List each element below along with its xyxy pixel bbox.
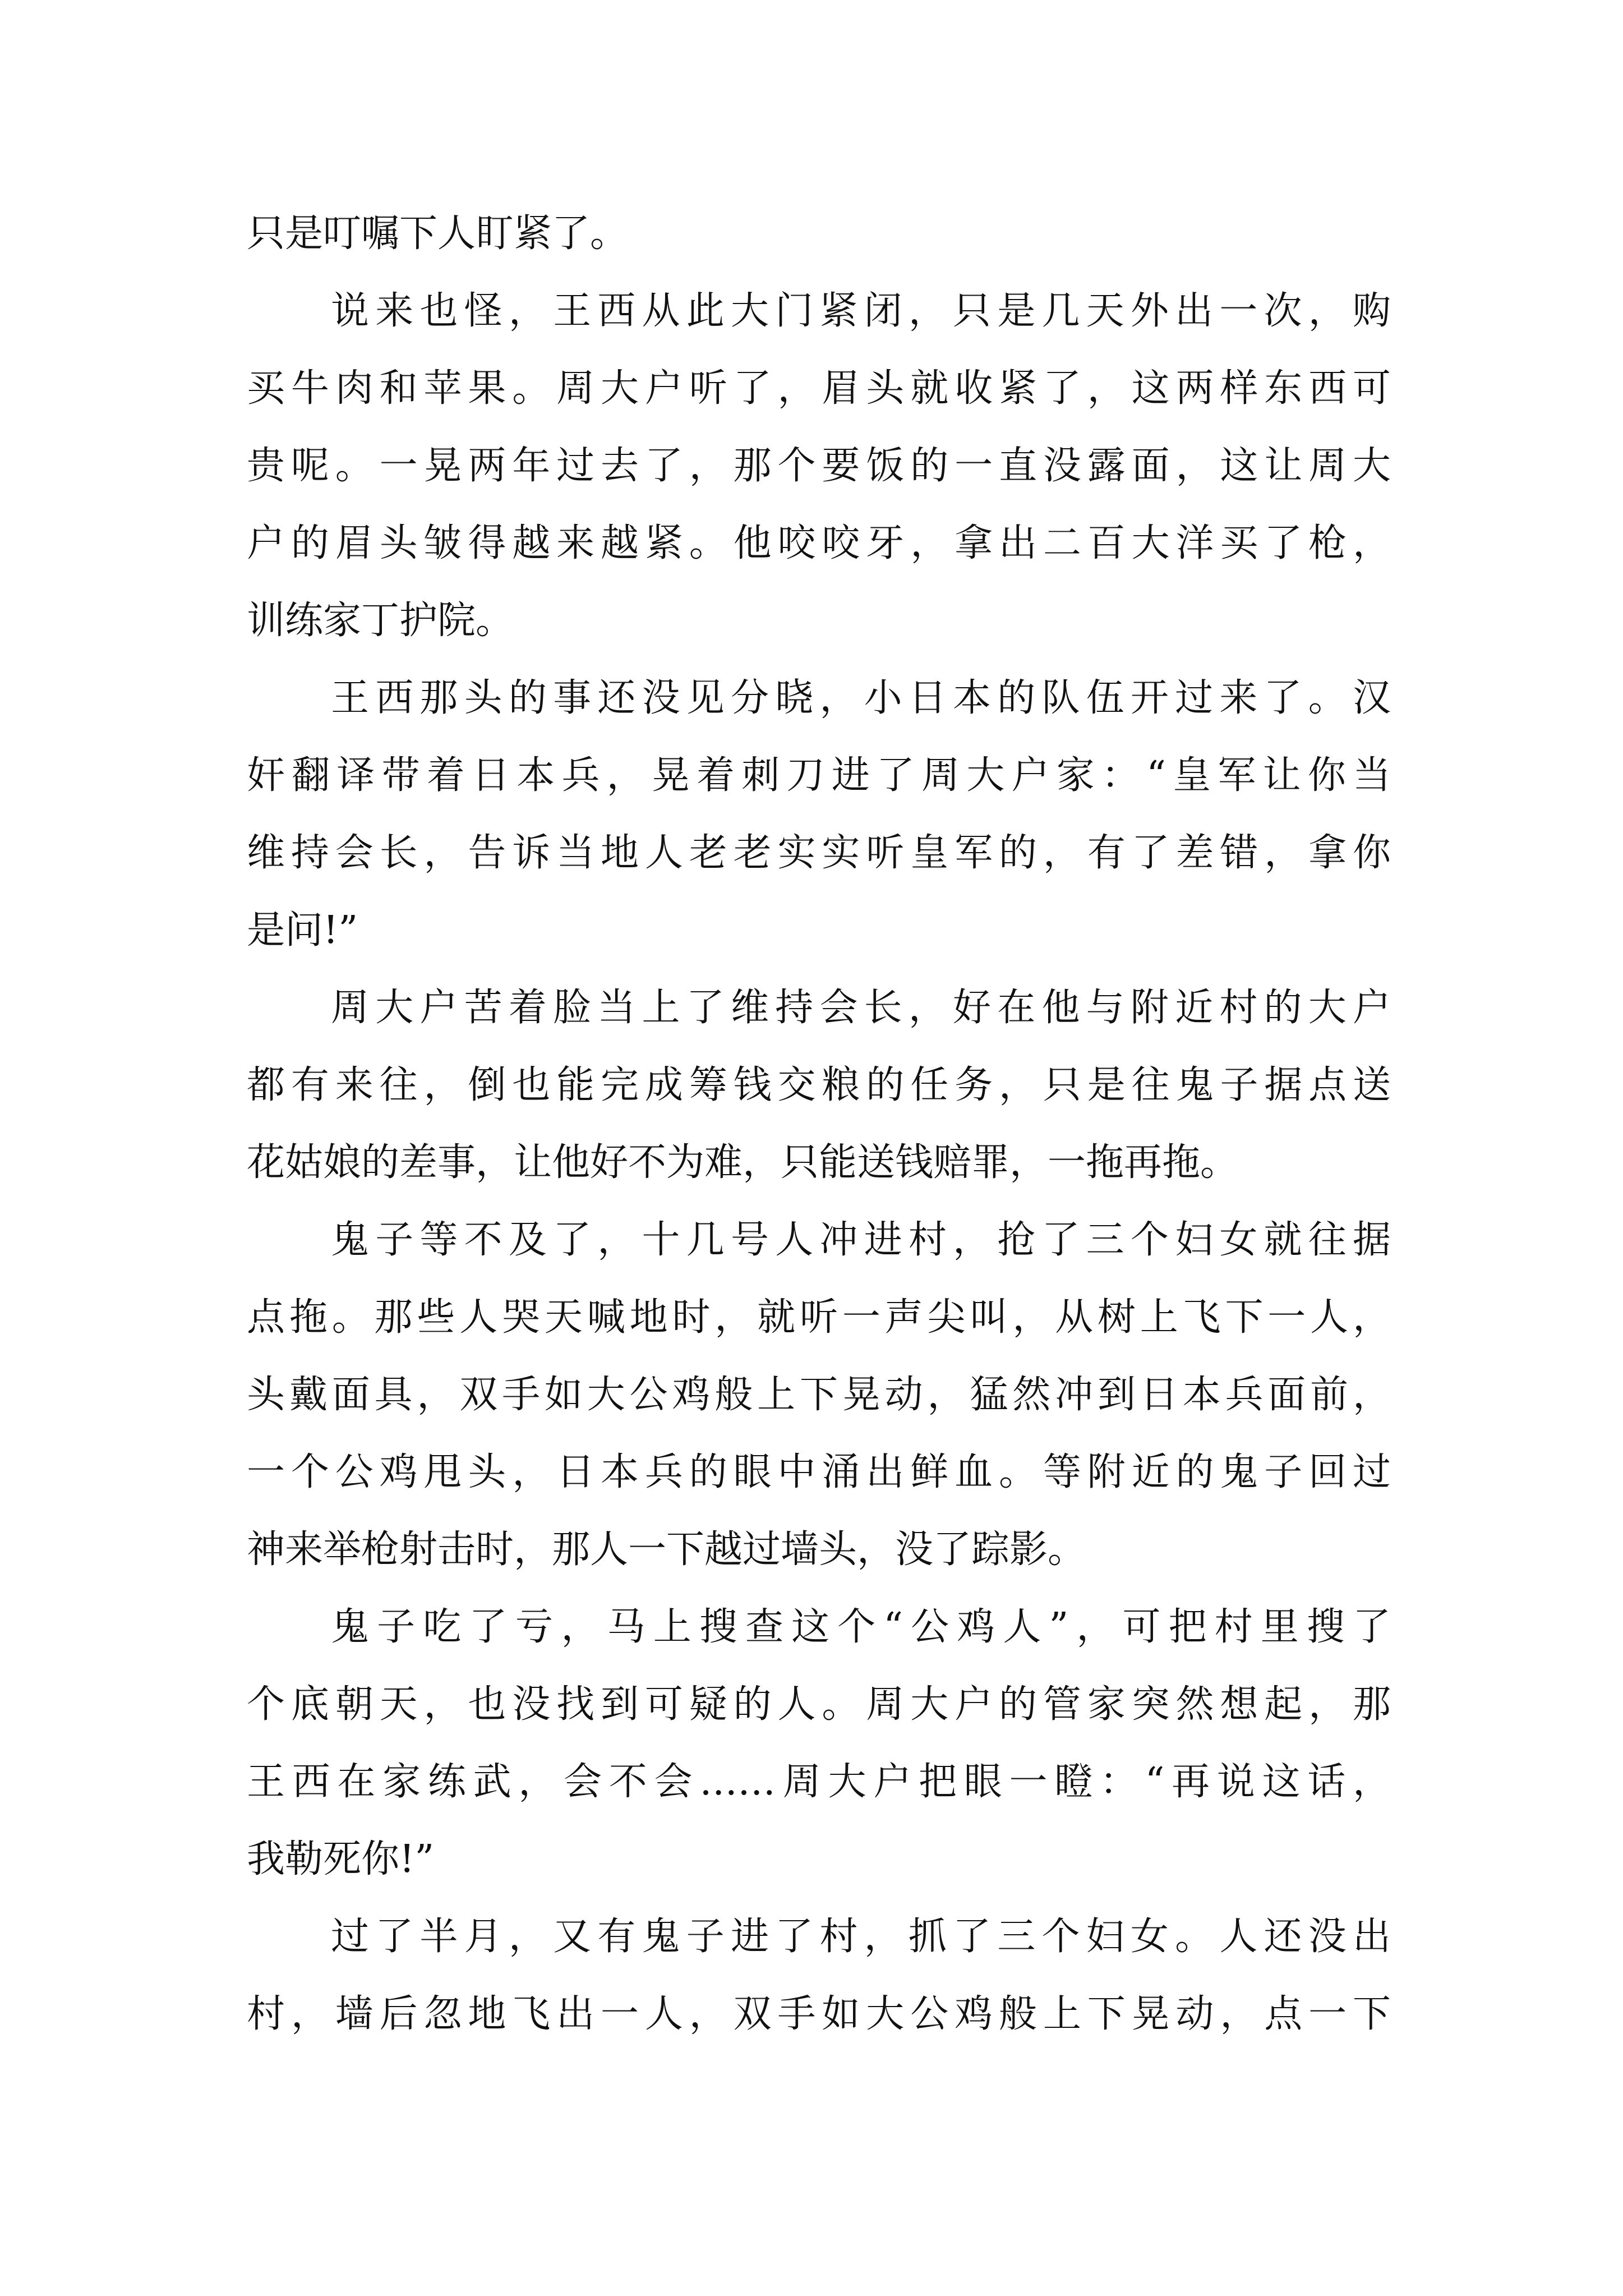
text-line: 王西那头的事还没见分晓，小日本的队伍开过来了。汉: [331, 676, 1391, 720]
text-line: 贵呢。一晃两年过去了，那个要饭的一直没露面，这让周大: [247, 444, 1391, 488]
text-line: 村，墙后忽地飞出一人，双手如大公鸡般上下晃动，点一下: [247, 1992, 1391, 2036]
text-line: 花姑娘的差事，让他好不为难，只能送钱赔罪，一拖再拖。: [247, 1140, 1239, 1185]
text-line: 都有来往，倒也能完成筹钱交粮的任务，只是往鬼子据点送: [247, 1063, 1391, 1107]
text-line: 户的眉头皱得越来越紧。他咬咬牙，拿出二百大洋买了枪，: [247, 521, 1391, 565]
paragraph: [247, 195, 1391, 273]
text-line: 买牛肉和苹果。周大户听了，眉头就收紧了，这两样东西可: [247, 366, 1391, 411]
text-line: 奸翻译带着日本兵，晃着刺刀进了周大户家：“皇军让你当: [247, 753, 1391, 798]
paragraph: [247, 1589, 1391, 1898]
text-line: 训练家丁护院。: [247, 599, 514, 643]
text-line: 鬼子等不及了，十几号人冲进村，抢了三个妇女就往据: [331, 1218, 1391, 1262]
paragraph: [247, 969, 1391, 1202]
text-line: 点拖。那些人哭天喊地时，就听一声尖叫，从树上飞下一人，: [247, 1295, 1391, 1340]
text-line: 说来也怪，王西从此大门紧闭，只是几天外出一次，购: [331, 289, 1391, 333]
text-line: 鬼子吃了亏，马上搜查这个“公鸡人”，可把村里搜了: [331, 1605, 1391, 1649]
text-line: 是问!”: [247, 908, 358, 953]
paragraph: [247, 1202, 1391, 1589]
body-text: [247, 195, 1391, 2053]
text-line: 过了半月，又有鬼子进了村，抓了三个妇女。人还没出: [331, 1915, 1391, 1959]
paragraph: [247, 660, 1391, 969]
text-line: 王西在家练武，会不会……周大户把眼一瞪：“再说这话，: [247, 1760, 1391, 1804]
text-line: 只是叮嘱下人盯紧了。: [247, 211, 629, 256]
text-line: 周大户苦着脸当上了维持会长，好在他与附近村的大户: [331, 986, 1391, 1030]
text-line: 我勒死你!”: [247, 1837, 435, 1881]
text-line: 个底朝天，也没找到可疑的人。周大户的管家突然想起，那: [247, 1682, 1391, 1727]
text-line: 神来举枪射击时，那人一下越过墙头，没了踪影。: [247, 1527, 1086, 1572]
paragraph: [247, 1898, 1391, 2053]
text-line: 维持会长，告诉当地人老老实实听皇军的，有了差错，拿你: [247, 831, 1391, 875]
text-line: 头戴面具，双手如大公鸡般上下晃动，猛然冲到日本兵面前，: [247, 1373, 1391, 1417]
paragraph: [247, 273, 1391, 660]
text-line: 一个公鸡甩头，日本兵的眼中涌出鲜血。等附近的鬼子回过: [247, 1450, 1391, 1494]
